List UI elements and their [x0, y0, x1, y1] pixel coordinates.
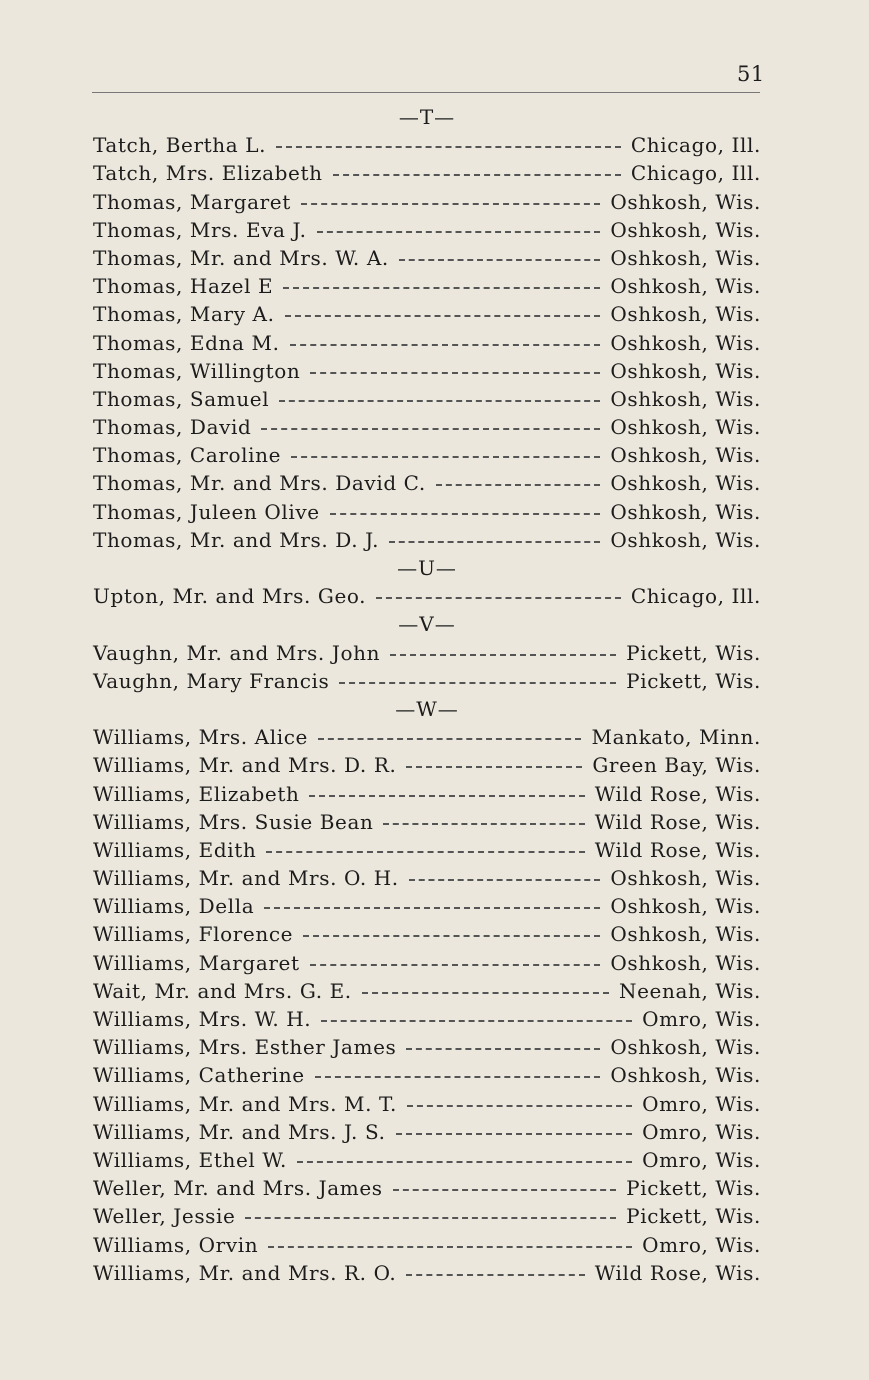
entry-city: Oshkosh, Wis.	[610, 443, 761, 468]
entry-city: Wild Rose, Wis.	[594, 809, 761, 834]
directory-entry	[93, 526, 761, 554]
directory-entry	[93, 1033, 761, 1061]
entry-name: Thomas, Mr. and Mrs. D. J.	[93, 527, 380, 552]
entry-city: Chicago, Ill.	[630, 584, 761, 609]
entry-city: Oshkosh, Wis.	[610, 922, 761, 947]
entry-city: Omro, Wis.	[642, 1091, 761, 1116]
entry-city: Omro, Wis.	[642, 1119, 761, 1144]
directory-entry	[93, 723, 761, 751]
entry-name: Thomas, Mrs. Eva J.	[93, 217, 307, 242]
entry-name: Williams, Della	[93, 894, 255, 919]
entry-name: Wait, Mr. and Mrs. G. E.	[93, 978, 352, 1003]
entry-name: Thomas, Hazel E	[93, 274, 274, 299]
dot-leader	[376, 597, 621, 599]
directory-entry	[93, 441, 761, 469]
dot-leader	[310, 964, 601, 966]
entry-city: Mankato, Minn.	[591, 725, 761, 750]
entry-name: Williams, Catherine	[93, 1063, 305, 1088]
dot-leader	[290, 344, 601, 346]
entry-city: Pickett, Wis.	[626, 668, 761, 693]
entry-city: Oshkosh, Wis.	[610, 330, 761, 355]
dot-leader	[276, 146, 621, 148]
directory-entry	[93, 1090, 761, 1118]
entry-name: Thomas, Juleen Olive	[93, 499, 320, 524]
entry-name: Thomas, David	[93, 415, 252, 440]
section-letter: —T—	[398, 105, 456, 129]
entry-city: Chicago, Ill.	[630, 161, 761, 186]
directory-entry	[93, 188, 761, 216]
dot-leader	[283, 287, 600, 289]
dot-leader	[321, 1020, 632, 1022]
directory-entry	[93, 1061, 761, 1089]
page-number: 51	[737, 62, 765, 86]
entry-name: Williams, Elizabeth	[93, 781, 300, 806]
dot-leader	[330, 513, 601, 515]
directory-entry	[93, 949, 761, 977]
entry-city: Wild Rose, Wis.	[594, 1260, 761, 1285]
entry-city: Omro, Wis.	[642, 1232, 761, 1257]
entry-city: Oshkosh, Wis.	[610, 894, 761, 919]
section-letter: —W—	[395, 696, 459, 721]
entry-city: Pickett, Wis.	[626, 1204, 761, 1229]
entry-name: Williams, Ethel W.	[93, 1147, 287, 1172]
directory-entry	[93, 329, 761, 357]
dot-leader	[268, 1246, 632, 1248]
dot-leader	[309, 795, 584, 797]
section-letter: —V—	[398, 612, 456, 637]
entry-city: Neenah, Wis.	[619, 978, 761, 1003]
entry-city: Oshkosh, Wis.	[610, 302, 761, 327]
directory-entry	[93, 300, 761, 328]
entry-name: Williams, Mrs. Esther James	[93, 1035, 397, 1060]
directory-entry	[93, 1005, 761, 1033]
entry-city: Green Bay, Wis.	[592, 753, 761, 778]
directory-entry	[93, 159, 761, 187]
entry-name: Williams, Edith	[93, 837, 257, 862]
directory-entry	[93, 469, 761, 497]
entry-name: Weller, Jessie	[93, 1204, 236, 1229]
dot-leader	[383, 823, 584, 825]
dot-leader	[279, 400, 600, 402]
dot-leader	[264, 907, 600, 909]
entry-name: Williams, Orvin	[93, 1232, 259, 1257]
dot-leader	[399, 259, 601, 261]
entry-city: Omro, Wis.	[642, 1007, 761, 1031]
entry-name: Williams, Mrs. W. H.	[93, 1007, 312, 1031]
dot-leader	[266, 851, 584, 853]
entry-name: Williams, Mr. and Mrs. D. R.	[93, 753, 397, 778]
entry-city: Oshkosh, Wis.	[610, 358, 761, 383]
dot-leader	[396, 1133, 633, 1135]
entry-city: Oshkosh, Wis.	[610, 189, 761, 214]
directory-entry	[93, 892, 761, 920]
entry-name: Thomas, Caroline	[93, 443, 282, 468]
dot-leader	[303, 935, 600, 937]
dot-leader	[436, 484, 601, 486]
entry-city: Omro, Wis.	[642, 1147, 761, 1172]
directory-entry	[93, 780, 761, 808]
directory-entry	[93, 1146, 761, 1174]
entry-city: Pickett, Wis.	[626, 640, 761, 665]
entry-city: Wild Rose, Wis.	[594, 781, 761, 806]
entry-city: Oshkosh, Wis.	[610, 1035, 761, 1060]
entry-city: Oshkosh, Wis.	[610, 415, 761, 440]
dot-leader	[406, 766, 582, 768]
section-letter: —U—	[397, 556, 457, 580]
directory-entry	[93, 751, 761, 779]
directory-entry	[93, 413, 761, 441]
dot-leader	[407, 1105, 632, 1107]
entry-name: Thomas, Samuel	[93, 386, 270, 411]
entry-name: Weller, Mr. and Mrs. James	[93, 1176, 383, 1201]
directory-entry	[93, 1231, 761, 1259]
directory-entry	[93, 1118, 761, 1146]
dot-leader	[261, 428, 600, 430]
entry-name: Williams, Mr. and Mrs. M. T.	[93, 1091, 397, 1116]
directory-entry	[93, 1202, 761, 1230]
entry-name: Williams, Mr. and Mrs. O. H.	[93, 866, 399, 891]
directory-entry	[93, 667, 761, 695]
entry-city: Oshkosh, Wis.	[610, 274, 761, 299]
dot-leader	[315, 1076, 601, 1078]
entry-city: Wild Rose, Wis.	[594, 837, 761, 862]
directory-entry	[93, 836, 761, 864]
entry-name: Williams, Mrs. Susie Bean	[93, 809, 374, 834]
entry-city: Chicago, Ill.	[630, 133, 761, 158]
directory-entry	[93, 244, 761, 272]
dot-leader	[406, 1274, 584, 1276]
directory-entry	[93, 582, 761, 610]
entry-name: Tatch, Bertha L.	[93, 133, 267, 158]
dot-leader	[389, 541, 600, 543]
dot-leader	[297, 1161, 632, 1163]
dot-leader	[310, 372, 600, 374]
dot-leader	[339, 682, 616, 684]
entry-name: Vaughn, Mr. and Mrs. John	[93, 640, 381, 665]
entry-city: Pickett, Wis.	[626, 1176, 761, 1201]
entry-city: Oshkosh, Wis.	[610, 245, 761, 270]
directory-entry	[93, 498, 761, 526]
entry-city: Oshkosh, Wis.	[610, 471, 761, 496]
entry-name: Williams, Mrs. Alice	[93, 725, 308, 750]
entry-name: Williams, Mr. and Mrs. R. O.	[93, 1260, 397, 1285]
directory-listing	[93, 103, 761, 1287]
dot-leader	[390, 654, 616, 656]
dot-leader	[333, 174, 621, 176]
entry-city: Oshkosh, Wis.	[610, 1063, 761, 1088]
directory-entry	[93, 808, 761, 836]
dot-leader	[409, 879, 601, 881]
directory-entry	[93, 864, 761, 892]
dot-leader	[285, 315, 601, 317]
directory-entry	[93, 272, 761, 300]
entry-name: Williams, Margaret	[93, 950, 300, 975]
directory-entry	[93, 385, 761, 413]
directory-entry	[93, 216, 761, 244]
entry-name: Williams, Florence	[93, 922, 294, 947]
directory-entry	[93, 357, 761, 385]
entry-name: Thomas, Margaret	[93, 189, 291, 214]
directory-entry	[93, 1174, 761, 1202]
dot-leader	[291, 456, 600, 458]
directory-entry	[93, 920, 761, 948]
dot-leader	[362, 992, 609, 994]
entry-name: Thomas, Mr. and Mrs. W. A.	[93, 245, 389, 270]
header-rule	[92, 92, 760, 93]
entry-city: Oshkosh, Wis.	[610, 217, 761, 242]
directory-entry	[93, 977, 761, 1005]
entry-name: Thomas, Mr. and Mrs. David C.	[93, 471, 426, 496]
dot-leader	[301, 203, 601, 205]
entry-name: Vaughn, Mary Francis	[93, 668, 330, 693]
entry-city: Oshkosh, Wis.	[610, 499, 761, 524]
dot-leader	[245, 1217, 616, 1219]
directory-entry	[93, 639, 761, 667]
dot-leader	[318, 738, 582, 740]
entry-city: Oshkosh, Wis.	[610, 950, 761, 975]
directory-entry	[93, 131, 761, 159]
dot-leader	[406, 1048, 600, 1050]
entry-name: Thomas, Mary A.	[93, 302, 275, 327]
entry-name: Williams, Mr. and Mrs. J. S.	[93, 1119, 386, 1144]
entry-name: Thomas, Willington	[93, 358, 301, 383]
directory-entry	[93, 1259, 761, 1287]
entry-name: Tatch, Mrs. Elizabeth	[93, 161, 323, 186]
entry-name: Upton, Mr. and Mrs. Geo.	[93, 584, 367, 609]
dot-leader	[317, 231, 601, 233]
entry-name: Thomas, Edna M.	[93, 330, 280, 355]
entry-city: Oshkosh, Wis.	[610, 386, 761, 411]
dot-leader	[393, 1189, 617, 1191]
entry-city: Oshkosh, Wis.	[610, 866, 761, 891]
entry-city: Oshkosh, Wis.	[610, 527, 761, 552]
